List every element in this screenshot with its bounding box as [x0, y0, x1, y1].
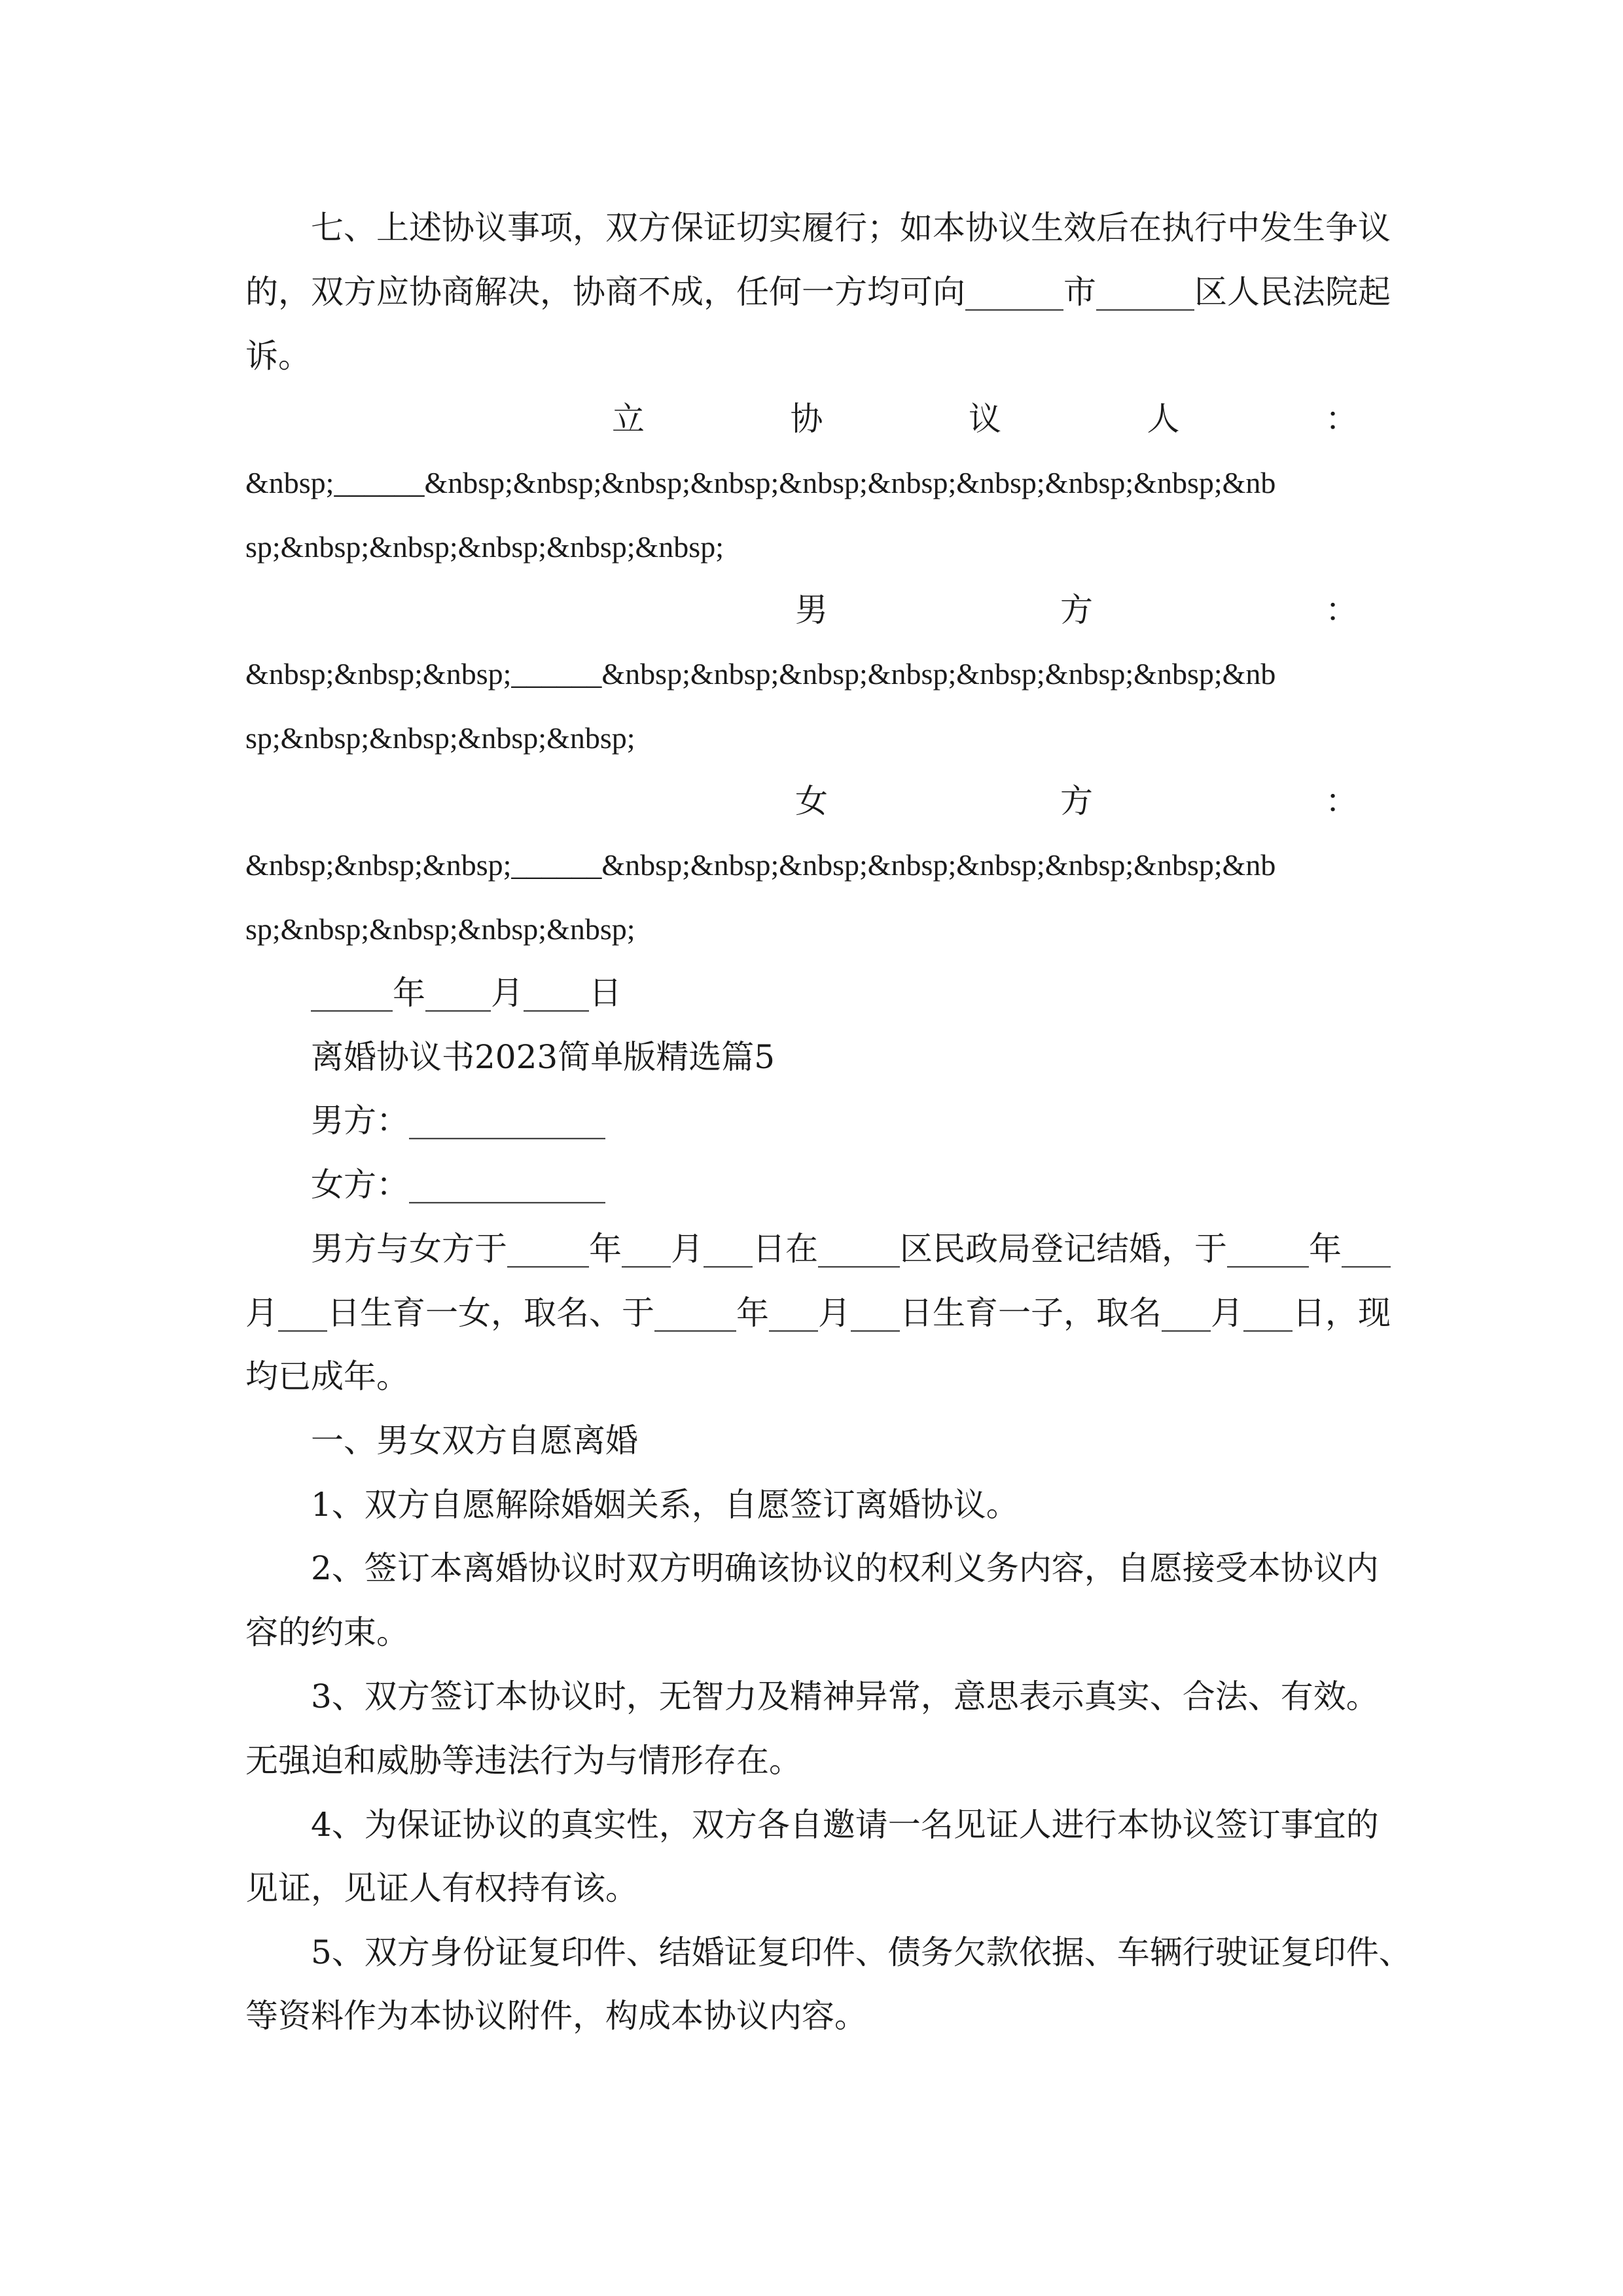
male-label-char: 方 [1060, 591, 1093, 629]
section-title: 离婚协议书2023简单版精选篇5 [311, 1038, 776, 1076]
male-label-char: ： [1325, 591, 1358, 629]
female-party-label [795, 781, 1358, 821]
item-5-line-1: 5、双方身份证复印件、结婚证复印件、债务欠款依据、车辆行驶证复印件、 [311, 1933, 1412, 1971]
clause-7-line-1: 七、上述协议事项，双方保证切实履行；如本协议生效后在执行中发生争议 [311, 209, 1391, 247]
item-1: 1、双方自愿解除婚姻关系，自愿签订离婚协议。 [311, 1486, 1019, 1524]
signatory-char: 人 [1147, 400, 1180, 438]
female-name-field: 女方：____________ [311, 1166, 605, 1204]
female-label-char: ： [1325, 782, 1358, 820]
clause-7-line-3: 诉。 [245, 337, 311, 375]
female-blank-line-2: sp;&nbsp;&nbsp;&nbsp;&nbsp; [245, 912, 635, 946]
male-name-field: 男方：____________ [311, 1102, 605, 1139]
clause-7-line-2: 的，双方应协商解决，协商不成，任何一方均可向______市______区人民法院起 [245, 273, 1391, 311]
item-4-line-1: 4、为保证协议的真实性，双方各自邀请一名见证人进行本协议签订事宜的 [311, 1806, 1379, 1844]
signatory-char: 议 [969, 400, 1001, 438]
section-1-heading: 一、男女双方自愿离婚 [311, 1422, 638, 1460]
date-line: _____年____月____日 [311, 974, 622, 1012]
male-blank-line-2: sp;&nbsp;&nbsp;&nbsp;&nbsp; [245, 721, 635, 755]
signatory-char: 协 [790, 400, 823, 438]
item-4-line-2: 见证，见证人有权持有该。 [245, 1869, 638, 1907]
intro-line-1: 男方与女方于_____年___月___日在_____区民政局登记结婚，于_____年___ [311, 1230, 1391, 1268]
signatory-blank-line-2: sp;&nbsp;&nbsp;&nbsp;&nbsp;&nbsp; [245, 530, 724, 564]
item-2-line-2: 容的约束。 [245, 1613, 409, 1651]
male-party-label [795, 590, 1358, 630]
male-label-char: 男 [795, 591, 828, 629]
item-3-line-2: 无强迫和威胁等违法行为与情形存在。 [245, 1742, 802, 1780]
item-3-line-1: 3、双方签订本协议时，无智力及精神异常，意思表示真实、合法、有效。 [311, 1677, 1379, 1715]
signatory-blank-line-1: &nbsp;______&nbsp;&nbsp;&nbsp;&nbsp;&nbsp;&nbsp;&nbsp;&nbsp;&nbsp;&nb [245, 466, 1276, 499]
intro-line-3: 均已成年。 [245, 1357, 409, 1395]
item-2-line-1: 2、签订本离婚协议时双方明确该协议的权利义务内容，自愿接受本协议内 [311, 1549, 1379, 1587]
signatory-char: ： [1325, 400, 1358, 438]
item-5-line-2: 等资料作为本协议附件，构成本协议内容。 [245, 1997, 867, 2035]
signatory-label [612, 399, 1358, 439]
female-label-char: 女 [795, 782, 828, 820]
female-blank-line-1: &nbsp;&nbsp;&nbsp;______&nbsp;&nbsp;&nbsp;&nbsp;&nbsp;&nbsp;&nbsp;&nb [245, 848, 1276, 882]
female-label-char: 方 [1060, 782, 1093, 820]
signatory-char: 立 [612, 400, 645, 438]
male-blank-line-1: &nbsp;&nbsp;&nbsp;______&nbsp;&nbsp;&nbsp;&nbsp;&nbsp;&nbsp;&nbsp;&nb [245, 657, 1276, 691]
intro-line-2: 月___日生育一女，取名、于_____年___月___日生育一子，取名___月___日，现 [245, 1294, 1391, 1332]
